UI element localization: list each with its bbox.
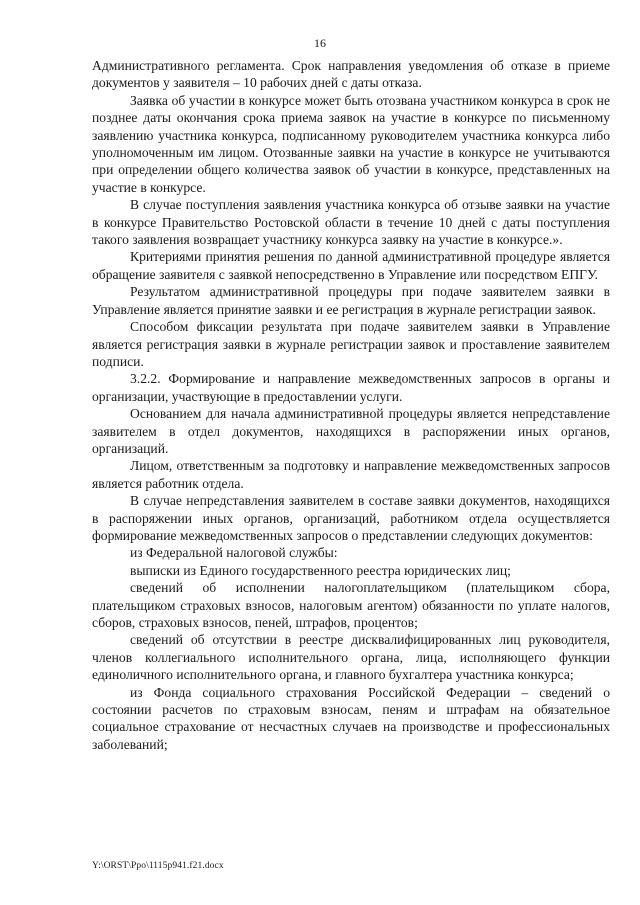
list-item: сведений об отсутствии в реестре дисквалифицированных лиц руководителя, членов коллегиального исполнительного органа, лица, исполняющего функции единоличного исполнительного органа, и главного бухгалтера участника конкурса; bbox=[92, 632, 610, 683]
list-item: из Фонда социального страхования Российской Федерации – сведений о состоянии расчетов по страховым взносам, пеням и штрафам на обязательное социальное страхование от несчастных случаев на производстве и профессиональных заболеваний; bbox=[92, 684, 610, 752]
paragraph: В случае поступления заявления участника конкурса об отзыве заявки на участие в конкурсе Правительство Ростовской области в течение 10 дней с даты поступления такого заявления возвращает участнику конкурса заявку на участие в конкурсе.». bbox=[92, 197, 610, 248]
section-heading-3-2-2: 3.2.2. Формирование и направление межведомственных запросов в органы и организации, участвующие в предоставлении услуги. bbox=[92, 371, 610, 404]
paragraph: Основанием для начала административной процедуры является непредставление заявителем в отдел документов, находящихся в распоряжении иных органов, организаций. bbox=[92, 406, 610, 456]
paragraph: Результатом административной процедуры при подаче заявителем заявки в Управление является принятие заявки и ее регистрация в журнале регистрации заявок. bbox=[92, 284, 610, 317]
paragraph: Способом фиксации результата при подаче заявителем заявки в Управление является регистрация заявки в журнале регистрации заявок и проставление заявителем подписи. bbox=[92, 319, 610, 369]
paragraph: В случае непредставления заявителем в составе заявки документов, находящихся в распоряжении иных органов, организаций, работником отдела осуществляется формирование межведомственных запросов о представлении следующих документов: bbox=[92, 493, 610, 543]
list-item: выписки из Единого государственного реестра юридических лиц; bbox=[130, 562, 511, 578]
page-number: 16 bbox=[314, 36, 326, 50]
paragraph: Критериями принятия решения по данной административной процедуре является обращение заявителя с заявкой непосредственно в Управление или посредством ЕПГУ. bbox=[92, 249, 610, 282]
paragraph: Лицом, ответственным за подготовку и направление межведомственных запросов является работник отдела. bbox=[92, 458, 610, 491]
paragraph: Административного регламента. Срок направления уведомления об отказе в приеме документов у заявителя – 10 рабочих дней с даты отказа. bbox=[92, 58, 610, 91]
list-intro: из Федеральной налоговой службы: bbox=[130, 545, 338, 561]
document-body bbox=[92, 57, 610, 753]
list-item: сведений об исполнении налогоплательщиком (плательщиком сбора, плательщиком страховых взносов, налоговым агентом) обязанности по уплате налогов, сборов, страховых взносов, пеней, штрафов, процентов; bbox=[92, 580, 610, 630]
paragraph: Заявка об участии в конкурсе может быть отозвана участником конкурса в срок не позднее даты окончания срока приема заявок на участие в конкурсе по письменному заявлению участника конкурса, подписанному руководителем участника конкурса либо уполномоченным им лицом. Отозванные заявки на участие в конкурсе не учитываются при определении общего количества заявок об участии в конкурсе, представленных на участие в конкурсе. bbox=[92, 92, 610, 195]
footer-file-path: Y:\ORST\Ppo\1115p941.f21.docx bbox=[92, 861, 224, 871]
